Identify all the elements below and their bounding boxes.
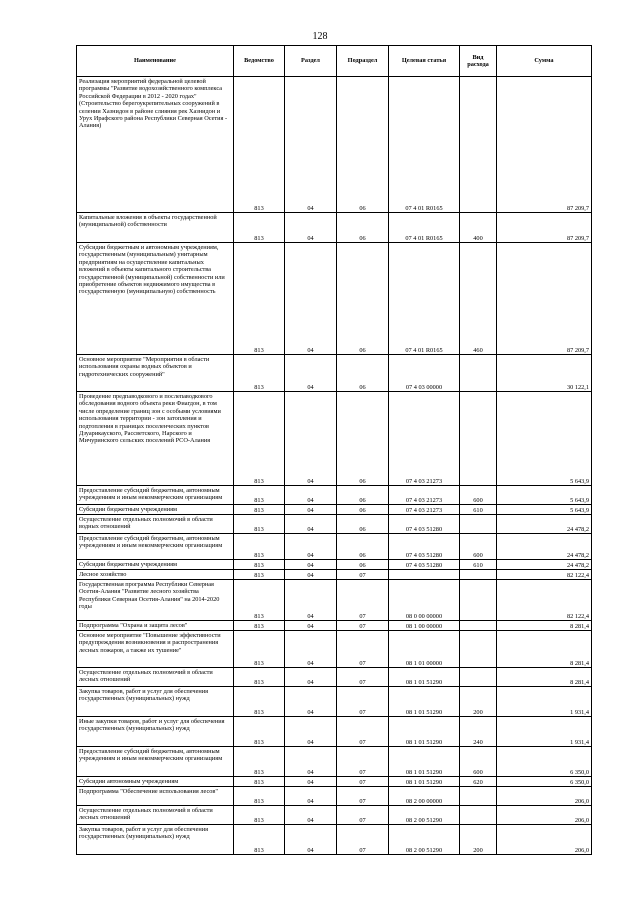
cell-name: Капитальные вложения в объекты государственной (муниципальной) собственности bbox=[77, 213, 234, 243]
cell-section: 04 bbox=[285, 570, 337, 580]
cell-section: 04 bbox=[285, 560, 337, 570]
cell-dept: 813 bbox=[234, 687, 285, 717]
cell-subsection: 07 bbox=[337, 631, 389, 668]
cell-section: 04 bbox=[285, 213, 337, 243]
cell-sum: 87 209,7 bbox=[497, 243, 592, 355]
cell-dept: 813 bbox=[234, 580, 285, 621]
page-number: 128 bbox=[312, 31, 328, 42]
cell-name: Проведение предпаводкового и послепаводкового обследования водного объекта реки Фиагдон, в том числе определение границ зон с особыми условиями использования территории - зон затопления и подтопления в границах поселенческих пунктов Дзуарикауского, Рассветского, Нарского и Мичуринского сельских поселений РСО-Алания bbox=[77, 392, 234, 486]
cell-subsection: 06 bbox=[337, 392, 389, 486]
cell-name: Лесное хозяйство bbox=[77, 570, 234, 580]
cell-expense: 240 bbox=[460, 717, 497, 747]
table-row bbox=[77, 687, 592, 717]
cell-sum: 1 931,4 bbox=[497, 717, 592, 747]
column-header-expense: Вид расхода bbox=[460, 46, 497, 77]
table-row bbox=[77, 787, 592, 806]
cell-target: 08 1 01 51290 bbox=[389, 668, 460, 687]
cell-sum: 1 931,4 bbox=[497, 687, 592, 717]
cell-section: 04 bbox=[285, 580, 337, 621]
cell-target: 07 4 01 R0165 bbox=[389, 243, 460, 355]
cell-target: 08 1 01 51290 bbox=[389, 687, 460, 717]
cell-subsection: 06 bbox=[337, 355, 389, 392]
cell-sum: 8 281,4 bbox=[497, 668, 592, 687]
cell-section: 04 bbox=[285, 243, 337, 355]
table-header-row bbox=[77, 46, 592, 77]
table-row bbox=[77, 515, 592, 534]
cell-dept: 813 bbox=[234, 534, 285, 560]
cell-sum: 24 478,2 bbox=[497, 534, 592, 560]
cell-expense bbox=[460, 355, 497, 392]
table-row bbox=[77, 243, 592, 355]
cell-expense: 200 bbox=[460, 825, 497, 855]
table-row bbox=[77, 777, 592, 787]
table-row bbox=[77, 580, 592, 621]
table-row bbox=[77, 486, 592, 505]
cell-target: 08 1 01 00000 bbox=[389, 631, 460, 668]
cell-name: Осуществление отдельных полномочий в области лесных отношений bbox=[77, 806, 234, 825]
cell-dept: 813 bbox=[234, 777, 285, 787]
cell-dept: 813 bbox=[234, 77, 285, 213]
cell-dept: 813 bbox=[234, 355, 285, 392]
table-row bbox=[77, 392, 592, 486]
column-header-target: Целевая статья bbox=[389, 46, 460, 77]
cell-expense: 460 bbox=[460, 243, 497, 355]
cell-name: Основное мероприятие "Мероприятия в области использования охраны водных объектов и гидротехнических сооружений" bbox=[77, 355, 234, 392]
cell-section: 04 bbox=[285, 787, 337, 806]
cell-target: 08 1 01 51290 bbox=[389, 717, 460, 747]
cell-section: 04 bbox=[285, 717, 337, 747]
cell-section: 04 bbox=[285, 534, 337, 560]
cell-target: 07 4 01 R0165 bbox=[389, 213, 460, 243]
cell-expense bbox=[460, 631, 497, 668]
cell-sum: 206,0 bbox=[497, 825, 592, 855]
cell-section: 04 bbox=[285, 825, 337, 855]
cell-target bbox=[389, 570, 460, 580]
cell-dept: 813 bbox=[234, 243, 285, 355]
cell-sum: 82 122,4 bbox=[497, 580, 592, 621]
cell-sum: 87 209,7 bbox=[497, 213, 592, 243]
cell-name: Подпрограмма "Охрана и защита лесов" bbox=[77, 621, 234, 631]
cell-expense: 600 bbox=[460, 747, 497, 777]
cell-expense bbox=[460, 570, 497, 580]
cell-section: 04 bbox=[285, 687, 337, 717]
cell-name: Реализация мероприятий федеральной целевой программы "Развитие водохозяйственного комплекса Российской Федерации в 2012 - 2020 годах" (Строительство берегоукрепительных сооружений в селении Хазнидон в районе слияния рек Хазнидон и Урух Ирафского района Республики Северная Осетия - Алания) bbox=[77, 77, 234, 213]
cell-section: 04 bbox=[285, 777, 337, 787]
cell-section: 04 bbox=[285, 392, 337, 486]
cell-dept: 813 bbox=[234, 621, 285, 631]
cell-target: 08 2 00 51290 bbox=[389, 806, 460, 825]
cell-expense bbox=[460, 806, 497, 825]
cell-dept: 813 bbox=[234, 570, 285, 580]
cell-target: 07 4 01 R0165 bbox=[389, 77, 460, 213]
cell-sum: 8 281,4 bbox=[497, 621, 592, 631]
table-row bbox=[77, 570, 592, 580]
cell-name: Государственная программа Республики Северная Осетия-Алания "Развитие лесного хозяйства Республики Северная Осетия-Алания" на 2014-2020 годы bbox=[77, 580, 234, 621]
table-row bbox=[77, 213, 592, 243]
cell-subsection: 07 bbox=[337, 806, 389, 825]
cell-expense bbox=[460, 580, 497, 621]
table-row bbox=[77, 825, 592, 855]
cell-sum: 5 643,9 bbox=[497, 392, 592, 486]
cell-dept: 813 bbox=[234, 505, 285, 515]
cell-name: Закупка товаров, работ и услуг для обеспечения государственных (муниципальных) нужд bbox=[77, 825, 234, 855]
cell-dept: 813 bbox=[234, 668, 285, 687]
cell-subsection: 07 bbox=[337, 668, 389, 687]
cell-subsection: 07 bbox=[337, 825, 389, 855]
column-header-sum: Сумма bbox=[497, 46, 592, 77]
table-row bbox=[77, 668, 592, 687]
cell-dept: 813 bbox=[234, 806, 285, 825]
cell-sum: 87 209,7 bbox=[497, 77, 592, 213]
table-row bbox=[77, 717, 592, 747]
cell-name: Закупка товаров, работ и услуг для обеспечения государственных (муниципальных) нужд bbox=[77, 687, 234, 717]
cell-dept: 813 bbox=[234, 213, 285, 243]
cell-section: 04 bbox=[285, 515, 337, 534]
cell-name: Основное мероприятие "Повышение эффективности предупреждения возникновения и распространения лесных пожаров, а также их тушение" bbox=[77, 631, 234, 668]
cell-name: Осуществление отдельных полномочий в области лесных отношений bbox=[77, 668, 234, 687]
cell-subsection: 07 bbox=[337, 580, 389, 621]
cell-dept: 813 bbox=[234, 560, 285, 570]
cell-sum: 6 350,0 bbox=[497, 777, 592, 787]
cell-sum: 6 350,0 bbox=[497, 747, 592, 777]
cell-expense bbox=[460, 668, 497, 687]
column-header-name: Наименование bbox=[77, 46, 234, 77]
cell-subsection: 07 bbox=[337, 687, 389, 717]
cell-section: 04 bbox=[285, 77, 337, 213]
cell-dept: 813 bbox=[234, 515, 285, 534]
cell-name: Субсидии бюджетным и автономным учреждениям, государственным (муниципальным) унитарным предприятиям на осуществление капитальных вложений в объекты капитального строительства государственной (муниципальной) собственности или приобретение объектов недвижимого имущества в государственную (муниципальную) собственность bbox=[77, 243, 234, 355]
cell-subsection: 06 bbox=[337, 243, 389, 355]
cell-expense: 400 bbox=[460, 213, 497, 243]
cell-section: 04 bbox=[285, 668, 337, 687]
cell-section: 04 bbox=[285, 806, 337, 825]
cell-name: Иные закупки товаров, работ и услуг для обеспечения государственных (муниципальных) нужд bbox=[77, 717, 234, 747]
column-header-section: Раздел bbox=[285, 46, 337, 77]
table-row bbox=[77, 355, 592, 392]
cell-dept: 813 bbox=[234, 631, 285, 668]
cell-target: 07 4 03 51280 bbox=[389, 560, 460, 570]
cell-sum: 8 281,4 bbox=[497, 631, 592, 668]
cell-subsection: 06 bbox=[337, 486, 389, 505]
cell-subsection: 07 bbox=[337, 747, 389, 777]
cell-expense: 610 bbox=[460, 560, 497, 570]
cell-section: 04 bbox=[285, 621, 337, 631]
cell-expense: 600 bbox=[460, 534, 497, 560]
table-row bbox=[77, 560, 592, 570]
cell-expense bbox=[460, 392, 497, 486]
table-row bbox=[77, 747, 592, 777]
cell-subsection: 06 bbox=[337, 515, 389, 534]
cell-name: Осуществление отдельных полномочий в области водных отношений bbox=[77, 515, 234, 534]
cell-dept: 813 bbox=[234, 825, 285, 855]
table-row bbox=[77, 505, 592, 515]
cell-subsection: 07 bbox=[337, 777, 389, 787]
cell-dept: 813 bbox=[234, 486, 285, 505]
cell-name: Предоставление субсидий бюджетным, автономным учреждениям и иным некоммерческим организациям bbox=[77, 747, 234, 777]
cell-expense: 610 bbox=[460, 505, 497, 515]
cell-expense: 620 bbox=[460, 777, 497, 787]
cell-target: 08 0 00 00000 bbox=[389, 580, 460, 621]
cell-section: 04 bbox=[285, 355, 337, 392]
cell-target: 08 2 00 00000 bbox=[389, 787, 460, 806]
cell-name: Предоставление субсидий бюджетным, автономным учреждениям и иным некоммерческим организациям bbox=[77, 534, 234, 560]
cell-sum: 24 478,2 bbox=[497, 560, 592, 570]
cell-subsection: 06 bbox=[337, 77, 389, 213]
table-row bbox=[77, 806, 592, 825]
cell-dept: 813 bbox=[234, 717, 285, 747]
cell-section: 04 bbox=[285, 631, 337, 668]
table-row bbox=[77, 631, 592, 668]
cell-target: 07 4 03 00000 bbox=[389, 355, 460, 392]
cell-expense bbox=[460, 515, 497, 534]
cell-name: Субсидии бюджетным учреждениям bbox=[77, 560, 234, 570]
table-body bbox=[77, 77, 592, 855]
column-header-dept: Ведомство bbox=[234, 46, 285, 77]
cell-sum: 5 643,9 bbox=[497, 486, 592, 505]
cell-sum: 5 643,9 bbox=[497, 505, 592, 515]
cell-target: 07 4 03 51280 bbox=[389, 534, 460, 560]
cell-subsection: 06 bbox=[337, 534, 389, 560]
cell-target: 07 4 03 21273 bbox=[389, 392, 460, 486]
cell-target: 07 4 03 21273 bbox=[389, 505, 460, 515]
cell-sum: 206,0 bbox=[497, 787, 592, 806]
table-row bbox=[77, 77, 592, 213]
cell-target: 07 4 03 21273 bbox=[389, 486, 460, 505]
cell-subsection: 06 bbox=[337, 560, 389, 570]
cell-target: 08 1 00 00000 bbox=[389, 621, 460, 631]
cell-subsection: 06 bbox=[337, 505, 389, 515]
cell-expense bbox=[460, 621, 497, 631]
table-row bbox=[77, 621, 592, 631]
cell-name: Подпрограмма "Обеспечение использования лесов" bbox=[77, 787, 234, 806]
cell-sum: 82 122,4 bbox=[497, 570, 592, 580]
column-header-subsection: Подраздел bbox=[337, 46, 389, 77]
cell-section: 04 bbox=[285, 486, 337, 505]
table-row bbox=[77, 534, 592, 560]
cell-expense bbox=[460, 787, 497, 806]
cell-sum: 24 478,2 bbox=[497, 515, 592, 534]
cell-target: 08 1 01 51290 bbox=[389, 777, 460, 787]
cell-subsection: 07 bbox=[337, 787, 389, 806]
cell-target: 08 2 00 51290 bbox=[389, 825, 460, 855]
cell-sum: 206,0 bbox=[497, 806, 592, 825]
cell-subsection: 07 bbox=[337, 570, 389, 580]
cell-target: 08 1 01 51290 bbox=[389, 747, 460, 777]
budget-table bbox=[76, 45, 592, 855]
cell-name: Субсидии автономным учреждениям bbox=[77, 777, 234, 787]
cell-expense: 200 bbox=[460, 687, 497, 717]
cell-dept: 813 bbox=[234, 392, 285, 486]
cell-sum: 30 122,1 bbox=[497, 355, 592, 392]
cell-subsection: 06 bbox=[337, 213, 389, 243]
cell-subsection: 07 bbox=[337, 621, 389, 631]
cell-dept: 813 bbox=[234, 787, 285, 806]
cell-section: 04 bbox=[285, 505, 337, 515]
cell-expense: 600 bbox=[460, 486, 497, 505]
cell-expense bbox=[460, 77, 497, 213]
cell-dept: 813 bbox=[234, 747, 285, 777]
cell-subsection: 07 bbox=[337, 717, 389, 747]
cell-name: Субсидии бюджетным учреждениям bbox=[77, 505, 234, 515]
cell-target: 07 4 03 51280 bbox=[389, 515, 460, 534]
cell-section: 04 bbox=[285, 747, 337, 777]
cell-name: Предоставление субсидий бюджетным, автономным учреждениям и иным некоммерческим организациям bbox=[77, 486, 234, 505]
